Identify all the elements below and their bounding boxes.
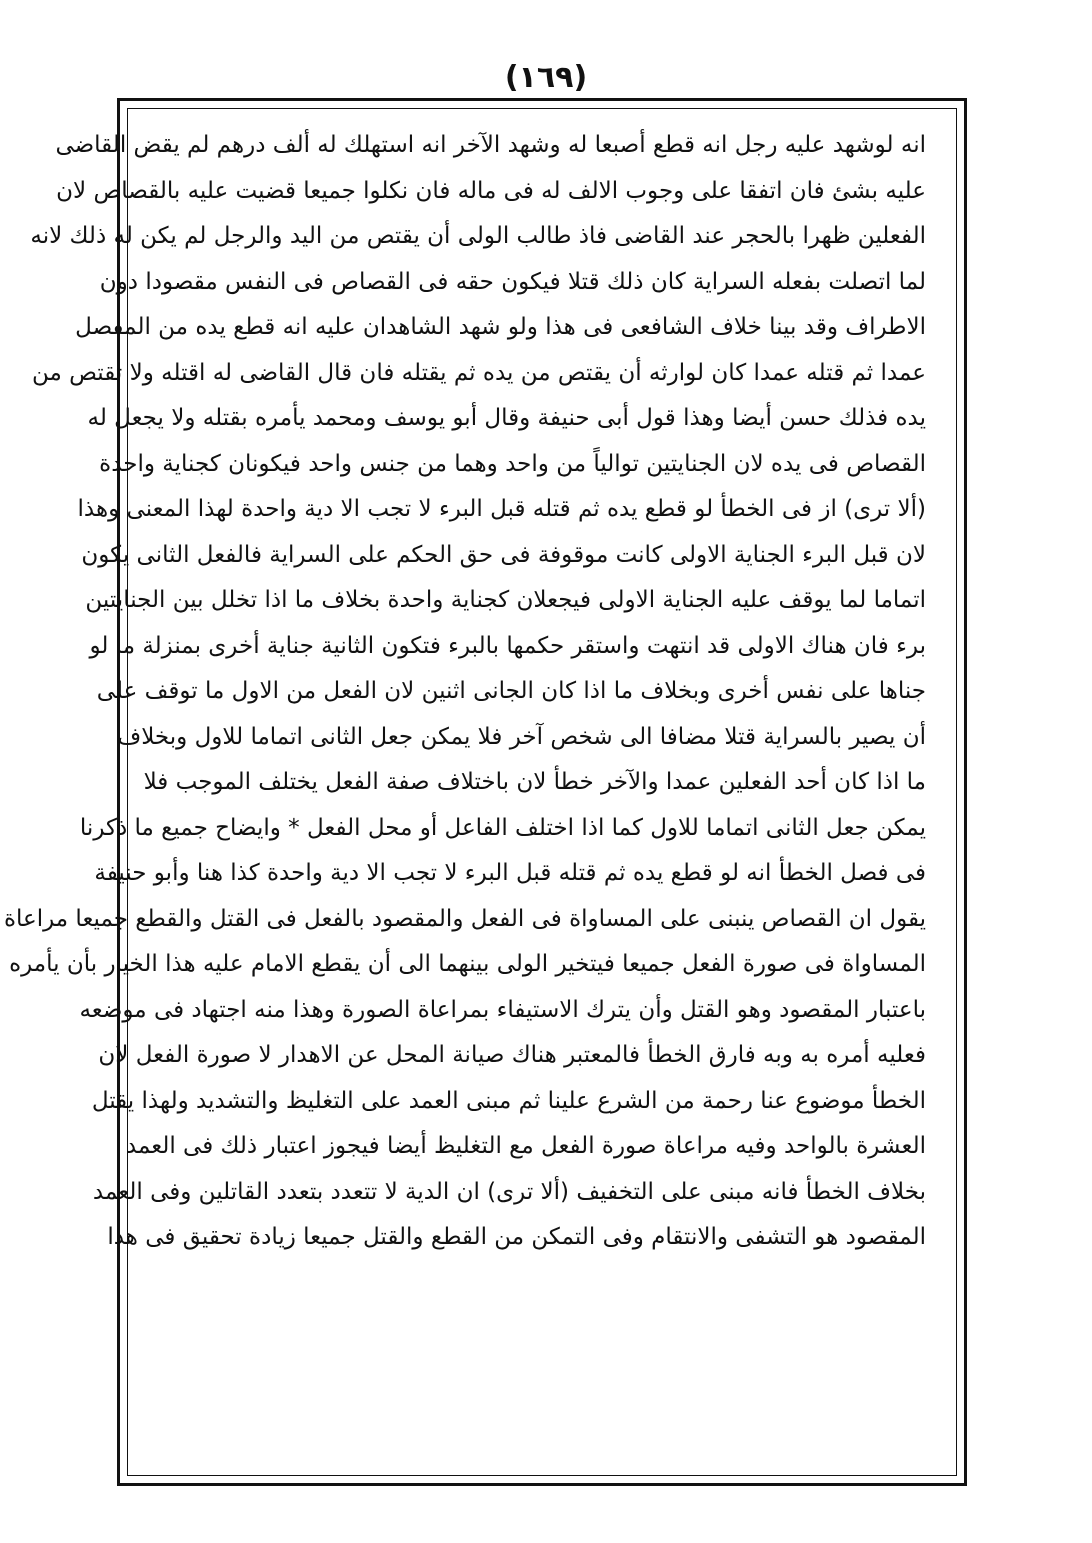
text-line: الفعلين ظهرا بالحجر عند القاضى فاذ طالب الولى أن يقتص من اليد والرجل لم يكن له ذلك لانه <box>30 223 926 249</box>
page-body-text <box>3 123 926 1261</box>
text-line: الاطراف وقد بينا خلاف الشافعى فى هذا ولو شهد الشاهدان عليه انه قطع يده من المفصل <box>75 314 926 340</box>
text-line: عليه بشئ فان اتفقا على وجوب الالف له فى ماله فان نكلوا جميعا قضيت عليه بالقصاص لان <box>56 177 926 204</box>
text-line: القصاص فى يده لان الجنايتين توالياً من واحد وهما من جنس واحد فيكونان كجناية واحدة <box>99 450 926 477</box>
text-line: باعتبار المقصود وهو القتل وأن يترك الاستيفاء بمراعاة الصورة وهذا منه اجتهاد فى موضعه <box>79 996 926 1023</box>
text-line: ما اذا كان أحد الفعلين عمدا والآخر خطأ لان باختلاف صفة الفعل يختلف الموجب فلا <box>143 769 926 795</box>
text-line: المقصود هو التشفى والانتقام وفى التمكن من القطع والقتل جميعا زيادة تحقيق فى هذا <box>107 1224 926 1250</box>
text-line: (ألا ترى) از فى الخطأ لو قطع يده ثم قتله قبل البرء لا تجب الا دية واحدة لهذا المعنى وهذا <box>77 496 926 522</box>
text-line: لما اتصلت بفعله السراية كان ذلك قتلا فيكون حقه فى القصاص فى النفس مقصودا دون <box>99 268 926 295</box>
text-line: فى فصل الخطأ انه لو قطع يده ثم قتله قبل البرء لا تجب الا دية واحدة كذا هنا وأبو حنيفة <box>94 860 926 886</box>
text-line: العشرة بالواحد وفيه مراعاة صورة الفعل مع التغليظ أيضا فيجوز اعتبار ذلك فى العمد <box>125 1133 926 1159</box>
text-line: أن يصير بالسراية قتلا مضافا الى شخص آخر فلا يمكن جعل الثانى اتماما للاول وبخلاف <box>117 723 926 750</box>
text-line: عمدا ثم قتله عمدا كان لوارثه أن يقتص من يده ثم يقتله فان قال القاضى له اقتله ولا تقتص من <box>31 359 926 386</box>
page-inner-border <box>3 108 957 1476</box>
text-line: انه لوشهد عليه رجل انه قطع أصبعا له وشهد الآخر انه استهلك له ألف درهم لم يقض القاضى <box>55 132 926 158</box>
text-line: جناها على نفس أخرى وبخلاف ما اذا كان الجانى اثنين لان الفعل من الاول ما توقف على <box>96 678 926 704</box>
text-line: فعليه أمره به وبه فارق الخطأ فالمعتبر هناك صيانة المحل عن الاهدار لا صورة الفعل لان <box>98 1042 926 1068</box>
page-number: (١٦٩) <box>504 60 588 95</box>
text-line: اتماما لما يوقف عليه الجناية الاولى فيجعلان كجناية واحدة بخلاف ما اذا تخلل بين الجنايتين <box>85 587 926 613</box>
text-line: برء فان هناك الاولى قد انتهت واستقر حكمها بالبرء فتكون الثانية جناية أخرى بمنزلة ما لو <box>89 632 926 659</box>
text-line: يده فذلك حسن أيضا وهذا قول أبى حنيفة وقال أبو يوسف ومحمد يأمره بقتله ولا يجعل له <box>87 405 926 431</box>
page-border <box>3 98 967 1486</box>
text-line: الخطأ موضوع عنا رحمة من الشرع علينا ثم مبنى العمد على التغليظ والتشديد ولهذا يقتل <box>91 1087 926 1114</box>
text-line: لان قبل البرء الجناية الاولى كانت موقوفة فى حق الحكم على السراية فالفعل الثانى يكون <box>81 541 926 568</box>
text-line: المساواة فى صورة الفعل جميعا فيتخير الولى بينهما الى أن يقطع الامام عليه هذا الخيار بأن يأمره <box>9 951 926 977</box>
text-line: بخلاف الخطأ فانه مبنى على التخفيف (ألا ترى) ان الدية لا تتعدد بتعدد القاتلين وفى العمد <box>92 1178 926 1205</box>
text-line: يقول ان القصاص ينبنى على المساواة فى الفعل والمقصود بالفعل فى القتل والقطع جميعا مراعاة <box>3 905 926 932</box>
text-line: يمكن جعل الثانى اتماما للاول كما اذا اختلف الفاعل أو محل الفعل * وايضاح جميع ما ذكرنا <box>79 814 926 841</box>
